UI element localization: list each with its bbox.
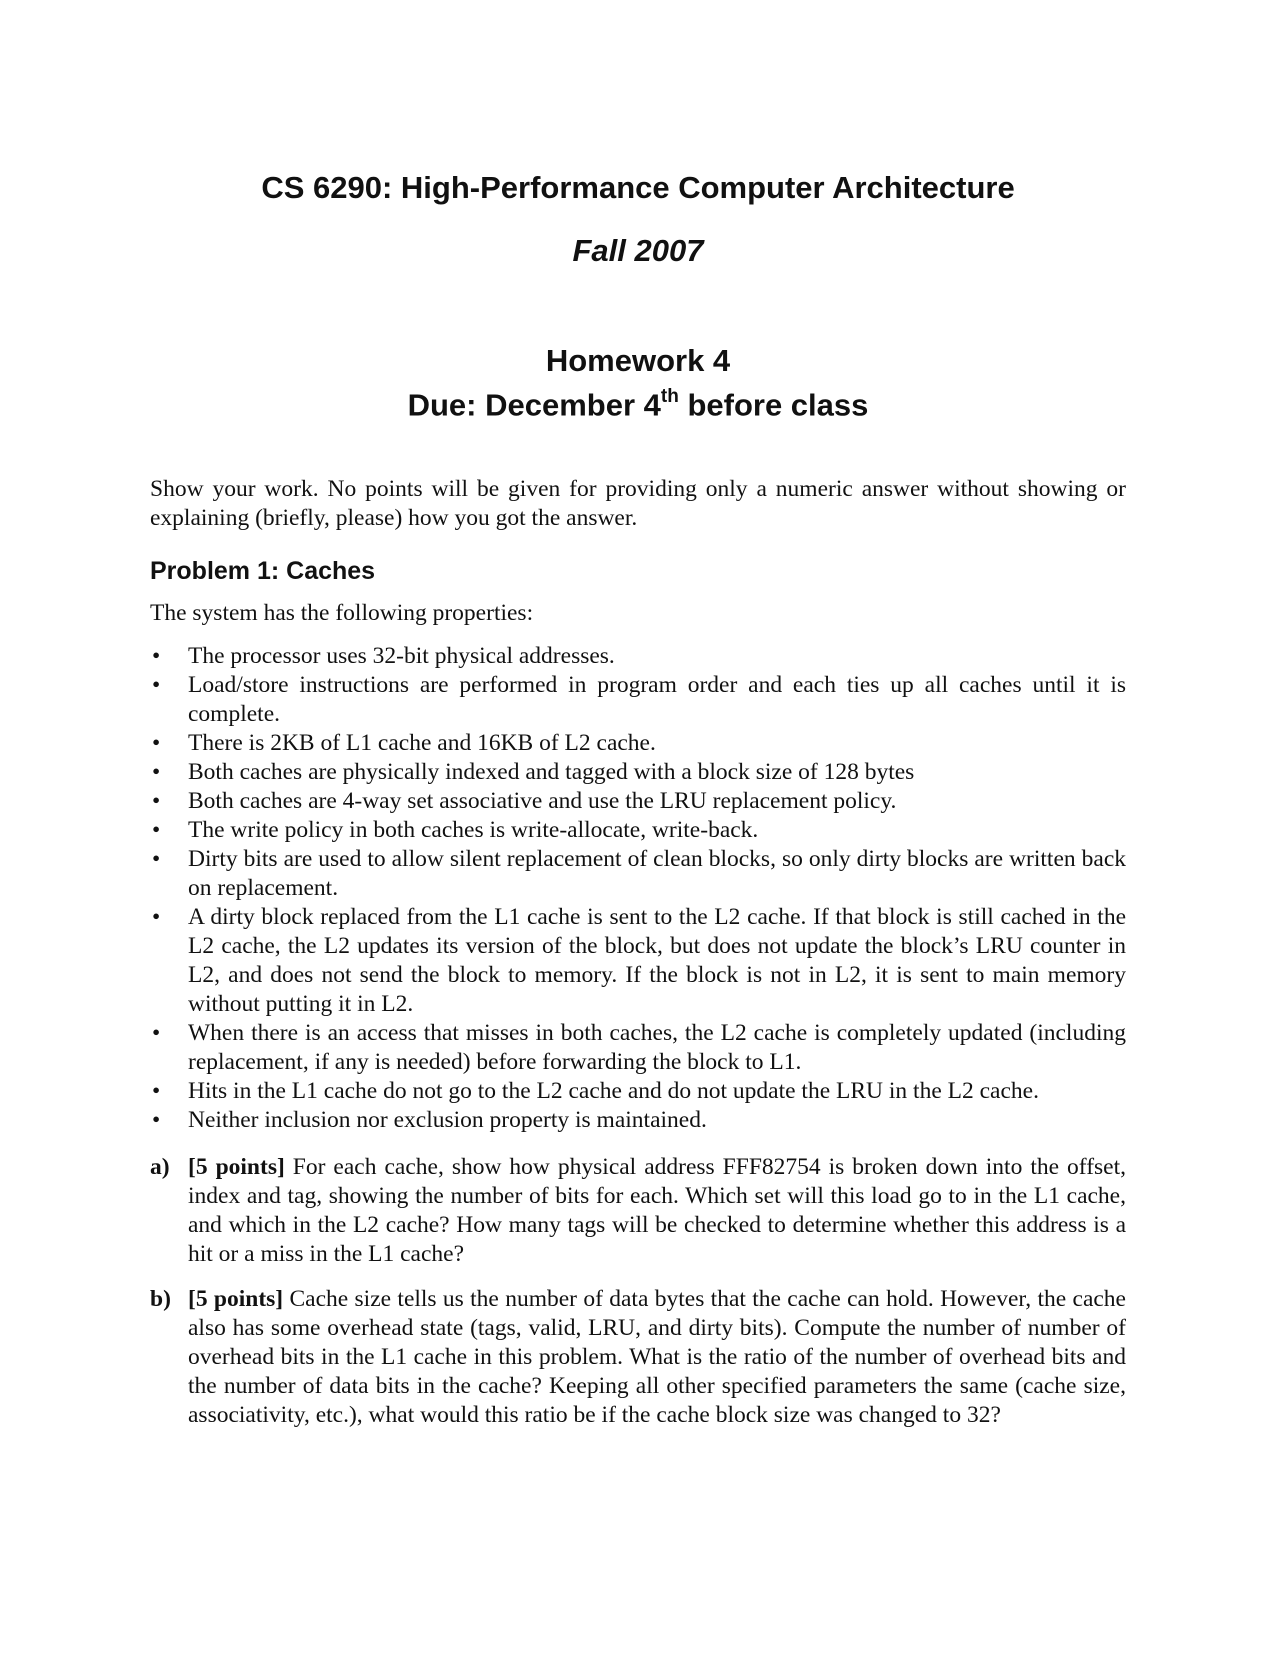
list-item [150, 671, 1126, 729]
property-text: Both caches are physically indexed and tagged with a block size of 128 bytes [188, 759, 915, 785]
list-item [150, 1077, 1126, 1106]
bullet-icon: • [152, 672, 161, 698]
property-text: The write policy in both caches is write-allocate, write-back. [188, 817, 759, 843]
question-points: [5 points] [188, 1154, 285, 1180]
bullet-icon: • [152, 1107, 161, 1133]
bullet-icon: • [152, 846, 161, 872]
list-item [150, 758, 1126, 787]
course-title: CS 6290: High-Performance Computer Architecture [261, 170, 1015, 205]
question-text: Cache size tells us the number of data bytes that the cache can hold. However, the cache also has some overhead state (tags, valid, LRU, and dirty bits). Compute the number of number of overhead bits in the L1 cache in this problem. What is the ratio of the number of overhead bits and the number of data bits in the cache? Keeping all other specified parameters the same (cache size, associativity, etc.), what would this ratio be if the cache block size was changed to 32? [188, 1286, 1126, 1428]
question-a-body [150, 1153, 1126, 1269]
problem-1-heading: Problem 1: Caches [150, 557, 376, 585]
list-item [150, 845, 1126, 903]
intro-paragraph: Show your work. No points will be given for providing only a numeric answer without showing or explaining (briefly, please) how you got the answer. [150, 476, 1126, 531]
bullet-icon: • [152, 1078, 161, 1104]
question-a [150, 1153, 1126, 1269]
property-text: Both caches are 4-way set associative and use the LRU replacement policy. [188, 788, 897, 814]
property-text: When there is an access that misses in both caches, the L2 cache is completely updated (including replacement, if any is needed) before forwarding the block to L1. [188, 1020, 1126, 1075]
question-points: [5 points] [188, 1286, 284, 1312]
list-item [150, 729, 1126, 758]
bullet-icon: • [152, 788, 161, 814]
list-item [150, 642, 1126, 671]
properties-list [150, 642, 1126, 1135]
property-text: Dirty bits are used to allow silent replacement of clean blocks, so only dirty blocks are written back on replacement. [188, 846, 1126, 901]
due-prefix: Due: December 4 [407, 387, 661, 423]
due-suffix: before class [678, 387, 869, 423]
property-text: There is 2KB of L1 cache and 16KB of L2 cache. [188, 730, 656, 756]
bullet-icon: • [152, 759, 161, 785]
bullet-icon: • [152, 730, 161, 756]
bullet-icon: • [152, 643, 161, 669]
question-label: a) [150, 1154, 170, 1180]
due-superscript: th [660, 386, 679, 407]
question-b-body [150, 1285, 1126, 1430]
question-text: For each cache, show how physical address FFF82754 is broken down into the offset, index and tag, showing the number of bits for each. Which set will this load go to in the L1 cache, and which in the L2 cache? How many tags will be checked to determine whether this address is a hit or a miss in the L1 cache? [188, 1154, 1126, 1267]
list-item [150, 903, 1126, 1019]
list-item [150, 816, 1126, 845]
bullet-icon: • [152, 1020, 161, 1046]
bullet-icon: • [152, 817, 161, 843]
term-title: Fall 2007 [572, 233, 704, 268]
due-date [150, 381, 1126, 423]
property-text: Hits in the L1 cache do not go to the L2 cache and do not update the LRU in the L2 cache. [188, 1078, 1039, 1104]
question-label: b) [150, 1286, 171, 1312]
property-text: Load/store instructions are performed in program order and each ties up all caches until it is complete. [188, 672, 1126, 727]
properties-intro: The system has the following properties: [150, 600, 534, 626]
question-b [150, 1285, 1126, 1430]
property-text: A dirty block replaced from the L1 cache is sent to the L2 cache. If that block is still cached in the L2 cache, the L2 updates its version of the block, but does not update the block’s LRU counter in L2, and does not send the block to memory. If the block is not in L2, it is sent to main memory without putting it in L2. [188, 904, 1126, 1017]
homework-title: Homework 4 [545, 343, 731, 378]
list-item [150, 1019, 1126, 1077]
list-item [150, 1106, 1126, 1135]
property-text: Neither inclusion nor exclusion property is maintained. [188, 1107, 707, 1133]
bullet-icon: • [152, 904, 161, 930]
list-item [150, 787, 1126, 816]
property-text: The processor uses 32-bit physical addresses. [188, 643, 615, 669]
